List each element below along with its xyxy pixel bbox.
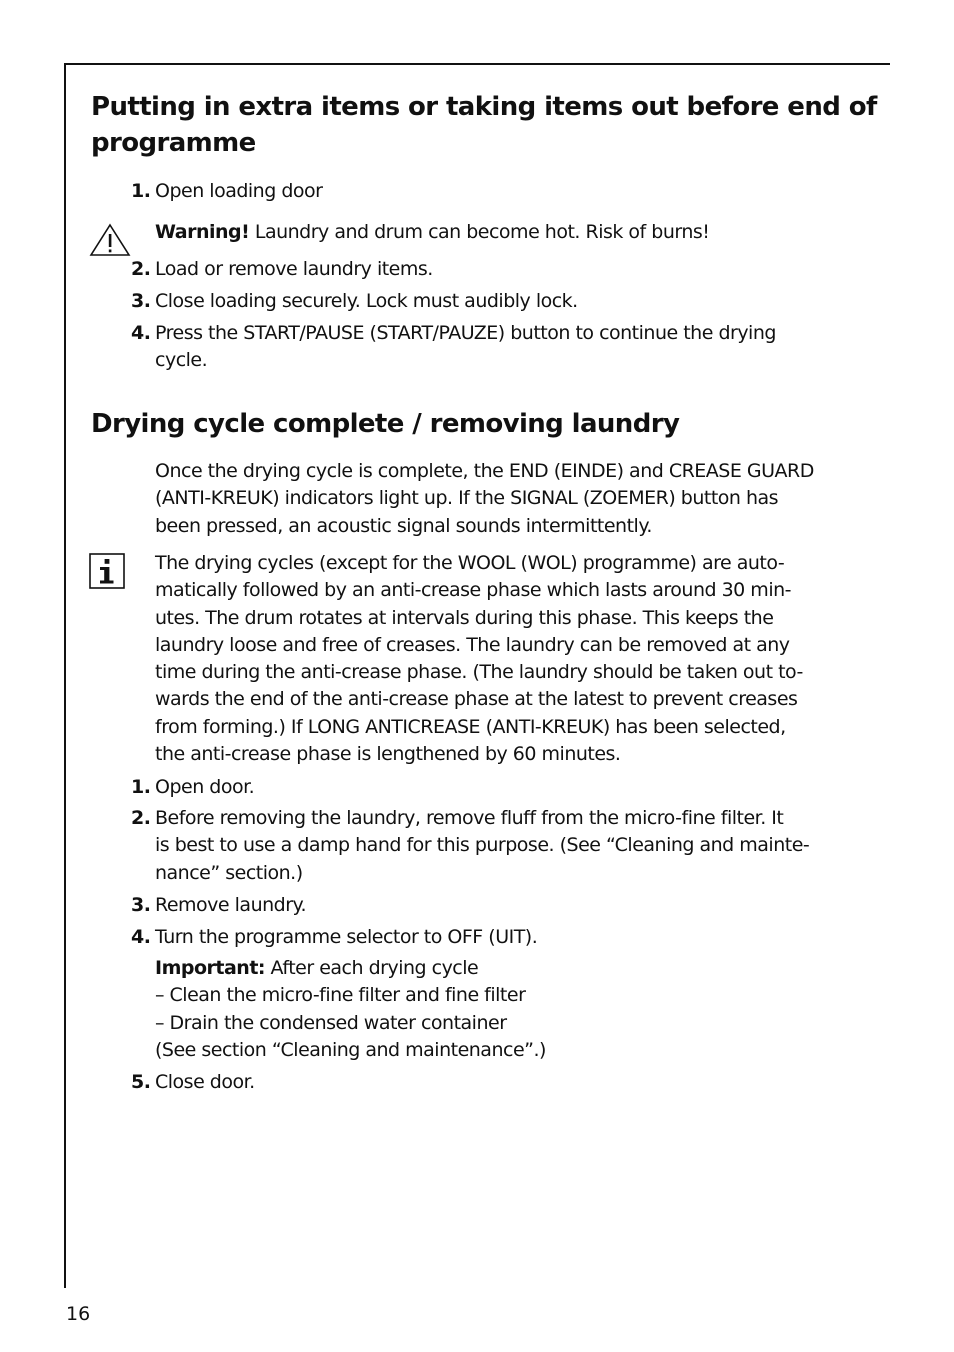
step-item — [131, 805, 876, 887]
paragraph-line: matically followed by an anti-crease phase which lasts around 30 min- — [155, 579, 791, 602]
step-number: 4. — [131, 926, 151, 948]
step-number: 3. — [131, 290, 151, 312]
step-text: Close door. — [155, 1071, 255, 1093]
important-line: – Drain the condensed water container — [155, 1011, 507, 1034]
step-item — [131, 256, 876, 283]
step-text: Open door. — [155, 776, 255, 798]
left-rule — [64, 63, 66, 1288]
important-label: Important: — [155, 957, 266, 979]
paragraph-line: laundry loose and free of creases. The laundry can be removed at any — [155, 633, 790, 656]
section-title-line: Putting in extra items or taking items out before end of — [91, 92, 877, 122]
step-text-line: nance” section.) — [155, 861, 303, 884]
important-line: (See section “Cleaning and maintenance”.) — [155, 1038, 546, 1061]
step-item — [131, 288, 876, 315]
warning-triangle-icon — [88, 222, 132, 258]
paragraph-line: (ANTI-KREUK) indicators light up. If the SIGNAL (ZOEMER) button has — [155, 487, 779, 510]
section-title-line: programme — [91, 128, 256, 158]
paragraph-line: utes. The drum rotates at intervals during this phase. This keeps the — [155, 606, 774, 629]
info-paragraph — [155, 550, 875, 768]
step-text: Turn the programme selector to OFF (UIT). — [155, 926, 538, 948]
step-item — [131, 178, 876, 205]
step-number: 1. — [131, 180, 151, 202]
top-rule — [64, 63, 890, 65]
warning-text: Laundry and drum can become hot. Risk of burns! — [249, 221, 710, 243]
important-heading — [155, 955, 875, 982]
info-box-icon — [89, 553, 125, 589]
step-number: 2. — [131, 807, 151, 829]
step-text: Remove laundry. — [155, 894, 307, 916]
important-note — [155, 955, 875, 1064]
step-text-line: is best to use a damp hand for this purpose. (See “Cleaning and mainte- — [155, 834, 810, 857]
paragraph-line: time during the anti-crease phase. (The laundry should be taken out to- — [155, 661, 803, 684]
step-item — [131, 924, 876, 951]
step-item — [131, 774, 876, 801]
important-line: – Clean the micro-fine filter and fine filter — [155, 984, 526, 1007]
step-text: Close loading securely. Lock must audibly lock. — [155, 290, 578, 312]
step-text — [155, 805, 876, 887]
step-text — [155, 320, 876, 375]
step-text-line: Press the START/PAUSE (START/PAUZE) button to continue the drying — [155, 322, 776, 344]
warning-note — [155, 219, 875, 246]
step-number: 3. — [131, 894, 151, 916]
page-number: 16 — [66, 1303, 91, 1325]
important-text: After each drying cycle — [265, 957, 479, 979]
paragraph-line: wards the end of the anti-crease phase at the latest to prevent creases — [155, 688, 798, 711]
step-item — [131, 320, 876, 375]
paragraph-line: from forming.) If LONG ANTICREASE (ANTI-KREUK) has been selected, — [155, 715, 786, 738]
intro-paragraph — [155, 458, 875, 540]
step-text-line: cycle. — [155, 349, 208, 372]
paragraph-line: been pressed, an acoustic signal sounds intermittently. — [155, 514, 652, 537]
step-number: 2. — [131, 258, 151, 280]
step-text-line: Before removing the laundry, remove fluff from the micro-fine filter. It — [155, 807, 784, 829]
step-item — [131, 892, 876, 919]
paragraph-line: The drying cycles (except for the WOOL (WOL) programme) are auto- — [155, 552, 785, 574]
step-number: 5. — [131, 1071, 151, 1093]
paragraph-line: the anti-crease phase is lengthened by 60 minutes. — [155, 743, 621, 766]
warning-label: Warning! — [155, 221, 250, 243]
section-title-drying-complete: Drying cycle complete / removing laundry — [91, 409, 680, 439]
step-text: Open loading door — [155, 180, 323, 202]
paragraph-line: Once the drying cycle is complete, the END (EINDE) and CREASE GUARD — [155, 460, 814, 482]
step-text: Load or remove laundry items. — [155, 258, 433, 280]
step-number: 4. — [131, 322, 151, 344]
step-number: 1. — [131, 776, 151, 798]
section-title-extra-items — [91, 89, 881, 161]
step-item — [131, 1069, 876, 1096]
